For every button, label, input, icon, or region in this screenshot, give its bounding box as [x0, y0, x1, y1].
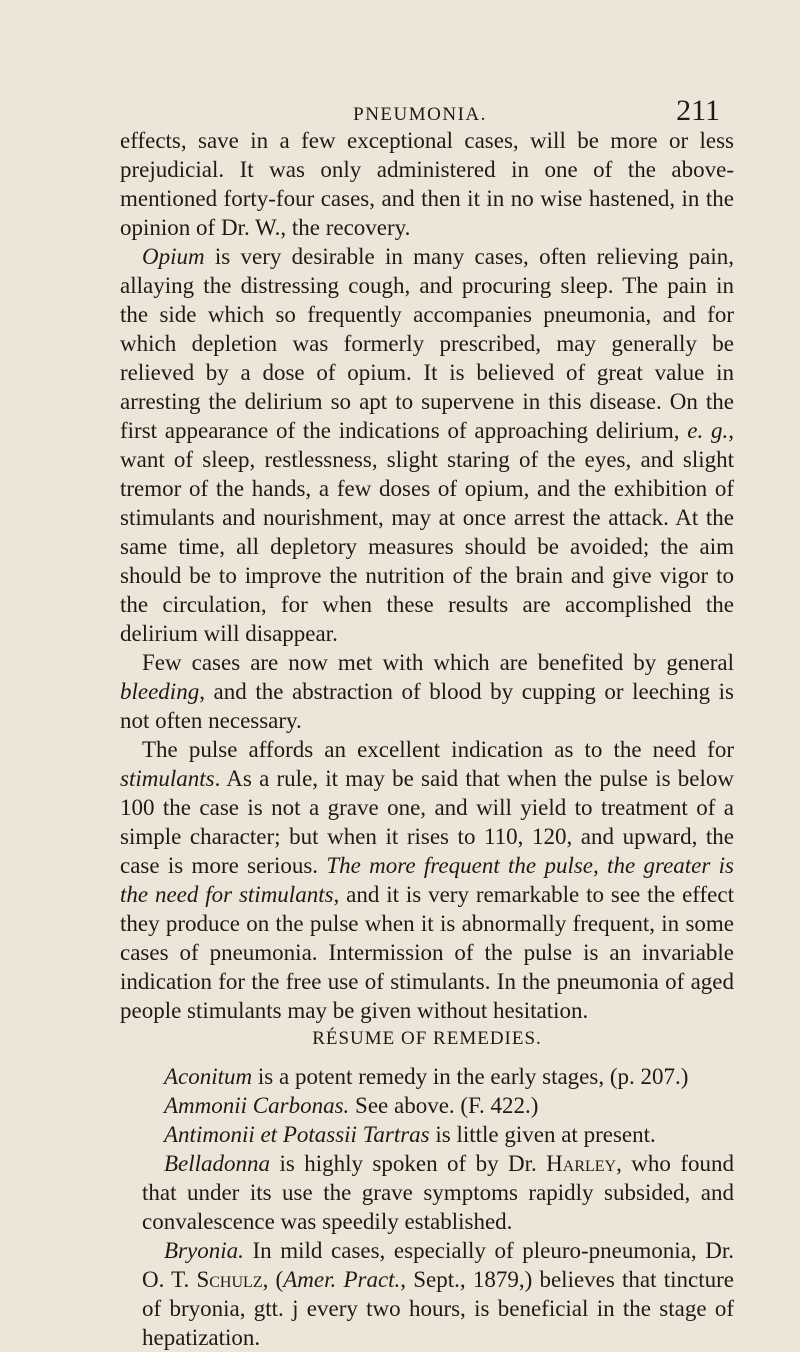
paragraph-pulse-text-c: , and it is very remarkable to see the effect they produce on the pulse when it is abnormally frequent, in some cases of pneumonia. Intermission of the pulse is an invariable indication for the free use of stimulants. In the pneumonia of aged people stimulants may be given without hesitation.: [120, 882, 734, 1023]
remedy-text-a: is highly spoken of by Dr.: [270, 1151, 547, 1176]
journal-citation: Amer. Pract.: [283, 1267, 401, 1292]
paragraph-opium-text-b: , want of sleep, restlessness, slight staring of the eyes, and slight tremor of the hands, a few doses of opium, and the exhibition of stimulants and nourishment, may at once arrest the attack. At the same time, all depletory measures should be avoided; the aim should be to improve the nutrition of the brain and give vigor to the circulation, for when these results are accomplished the delirium will disappear.: [120, 418, 734, 646]
paragraph-opium-text-a: is very desirable in many cases, often relieving pain, allaying the distressing cough, and procuring sleep. The pain in the side which so frequently accompanies pneumonia, and for which depletion was formerly prescribed, may generally be relieved by a dose of opium. It is believed of great value in arresting the delirium so apt to supervene in this disease. On the first appearance of the indications of approaching delirium,: [120, 244, 734, 443]
resume-title: RÉSUME OF REMEDIES.: [312, 1028, 542, 1049]
remedy-bryonia: [120, 1236, 734, 1352]
paragraph-pulse: [120, 735, 734, 1025]
paragraph-bleeding: [120, 648, 734, 735]
remedy-name: Bryonia.: [164, 1238, 244, 1263]
page-header: [120, 84, 720, 127]
remedy-ammonii: [120, 1091, 734, 1120]
remedy-name: Ammonii Carbonas.: [164, 1093, 350, 1118]
page-body: [120, 126, 734, 1352]
paragraph-pulse-text-b: . As a rule, it may be said that when the pulse is below 100 the case is not a grave one, and will yield to treatment of a simple character; but when it rises to 110, 120, and upward, the case is more serious.: [120, 766, 734, 878]
remedy-belladonna: [120, 1149, 734, 1236]
paragraph-bleeding-text-b: , and the abstraction of blood by cupping or leeching is not often necessary.: [120, 679, 734, 733]
abbr-eg: e. g.: [687, 418, 729, 443]
paragraph-effects-text: effects, save in a few exceptional cases, will be more or less prejudicial. It was only administered in one of the above-mentioned forty-four cases, and then it in no wise hastened, in the opinion of Dr. W., the recovery.: [120, 128, 734, 240]
page-number: 211: [676, 94, 720, 127]
remedy-antimonii: [120, 1120, 734, 1149]
paragraph-effects: [120, 126, 734, 242]
paragraph-pulse-text-a: The pulse affords an excellent indication as to the need for: [142, 737, 734, 762]
running-head: PNEUMONIA.: [353, 104, 487, 125]
paragraph-opium: [120, 242, 734, 648]
emphasis-pulse-rule: The more frequent the pulse, the greater is the need for stimulants: [120, 853, 734, 907]
term-stimulants: stimulants: [120, 766, 215, 791]
remedy-name: Aconitum: [164, 1064, 253, 1089]
remedy-text-a: In mild cases, especially of pleuro-pneumonia, Dr. O. T.: [142, 1238, 734, 1292]
remedy-text-b: , (: [262, 1267, 284, 1292]
remedy-text: is little given at present.: [429, 1122, 656, 1147]
remedy-aconitum: [120, 1062, 734, 1091]
person-schulz: Schulz: [196, 1267, 263, 1292]
remedy-text-c: , Sept., 1879,) believes that tincture of bryonia, gtt. j every two hours, is beneficial in the stage of hepatization.: [142, 1267, 734, 1350]
person-harley: Harley: [546, 1151, 617, 1176]
remedy-name: Belladonna: [164, 1151, 271, 1176]
remedy-text: is a potent remedy in the early stages, (p. 207.): [252, 1064, 689, 1089]
remedy-name: Antimonii et Potassii Tartras: [164, 1122, 430, 1147]
remedy-text: See above. (F. 422.): [349, 1093, 539, 1118]
term-bleeding: bleeding: [120, 679, 200, 704]
term-opium: Opium: [142, 244, 205, 269]
paragraph-bleeding-text-a: Few cases are now met with which are benefited by general: [142, 650, 734, 675]
remedy-text-b: , who found that under its use the grave symptoms rapidly subsided, and convalescence was speedily established.: [142, 1151, 734, 1234]
